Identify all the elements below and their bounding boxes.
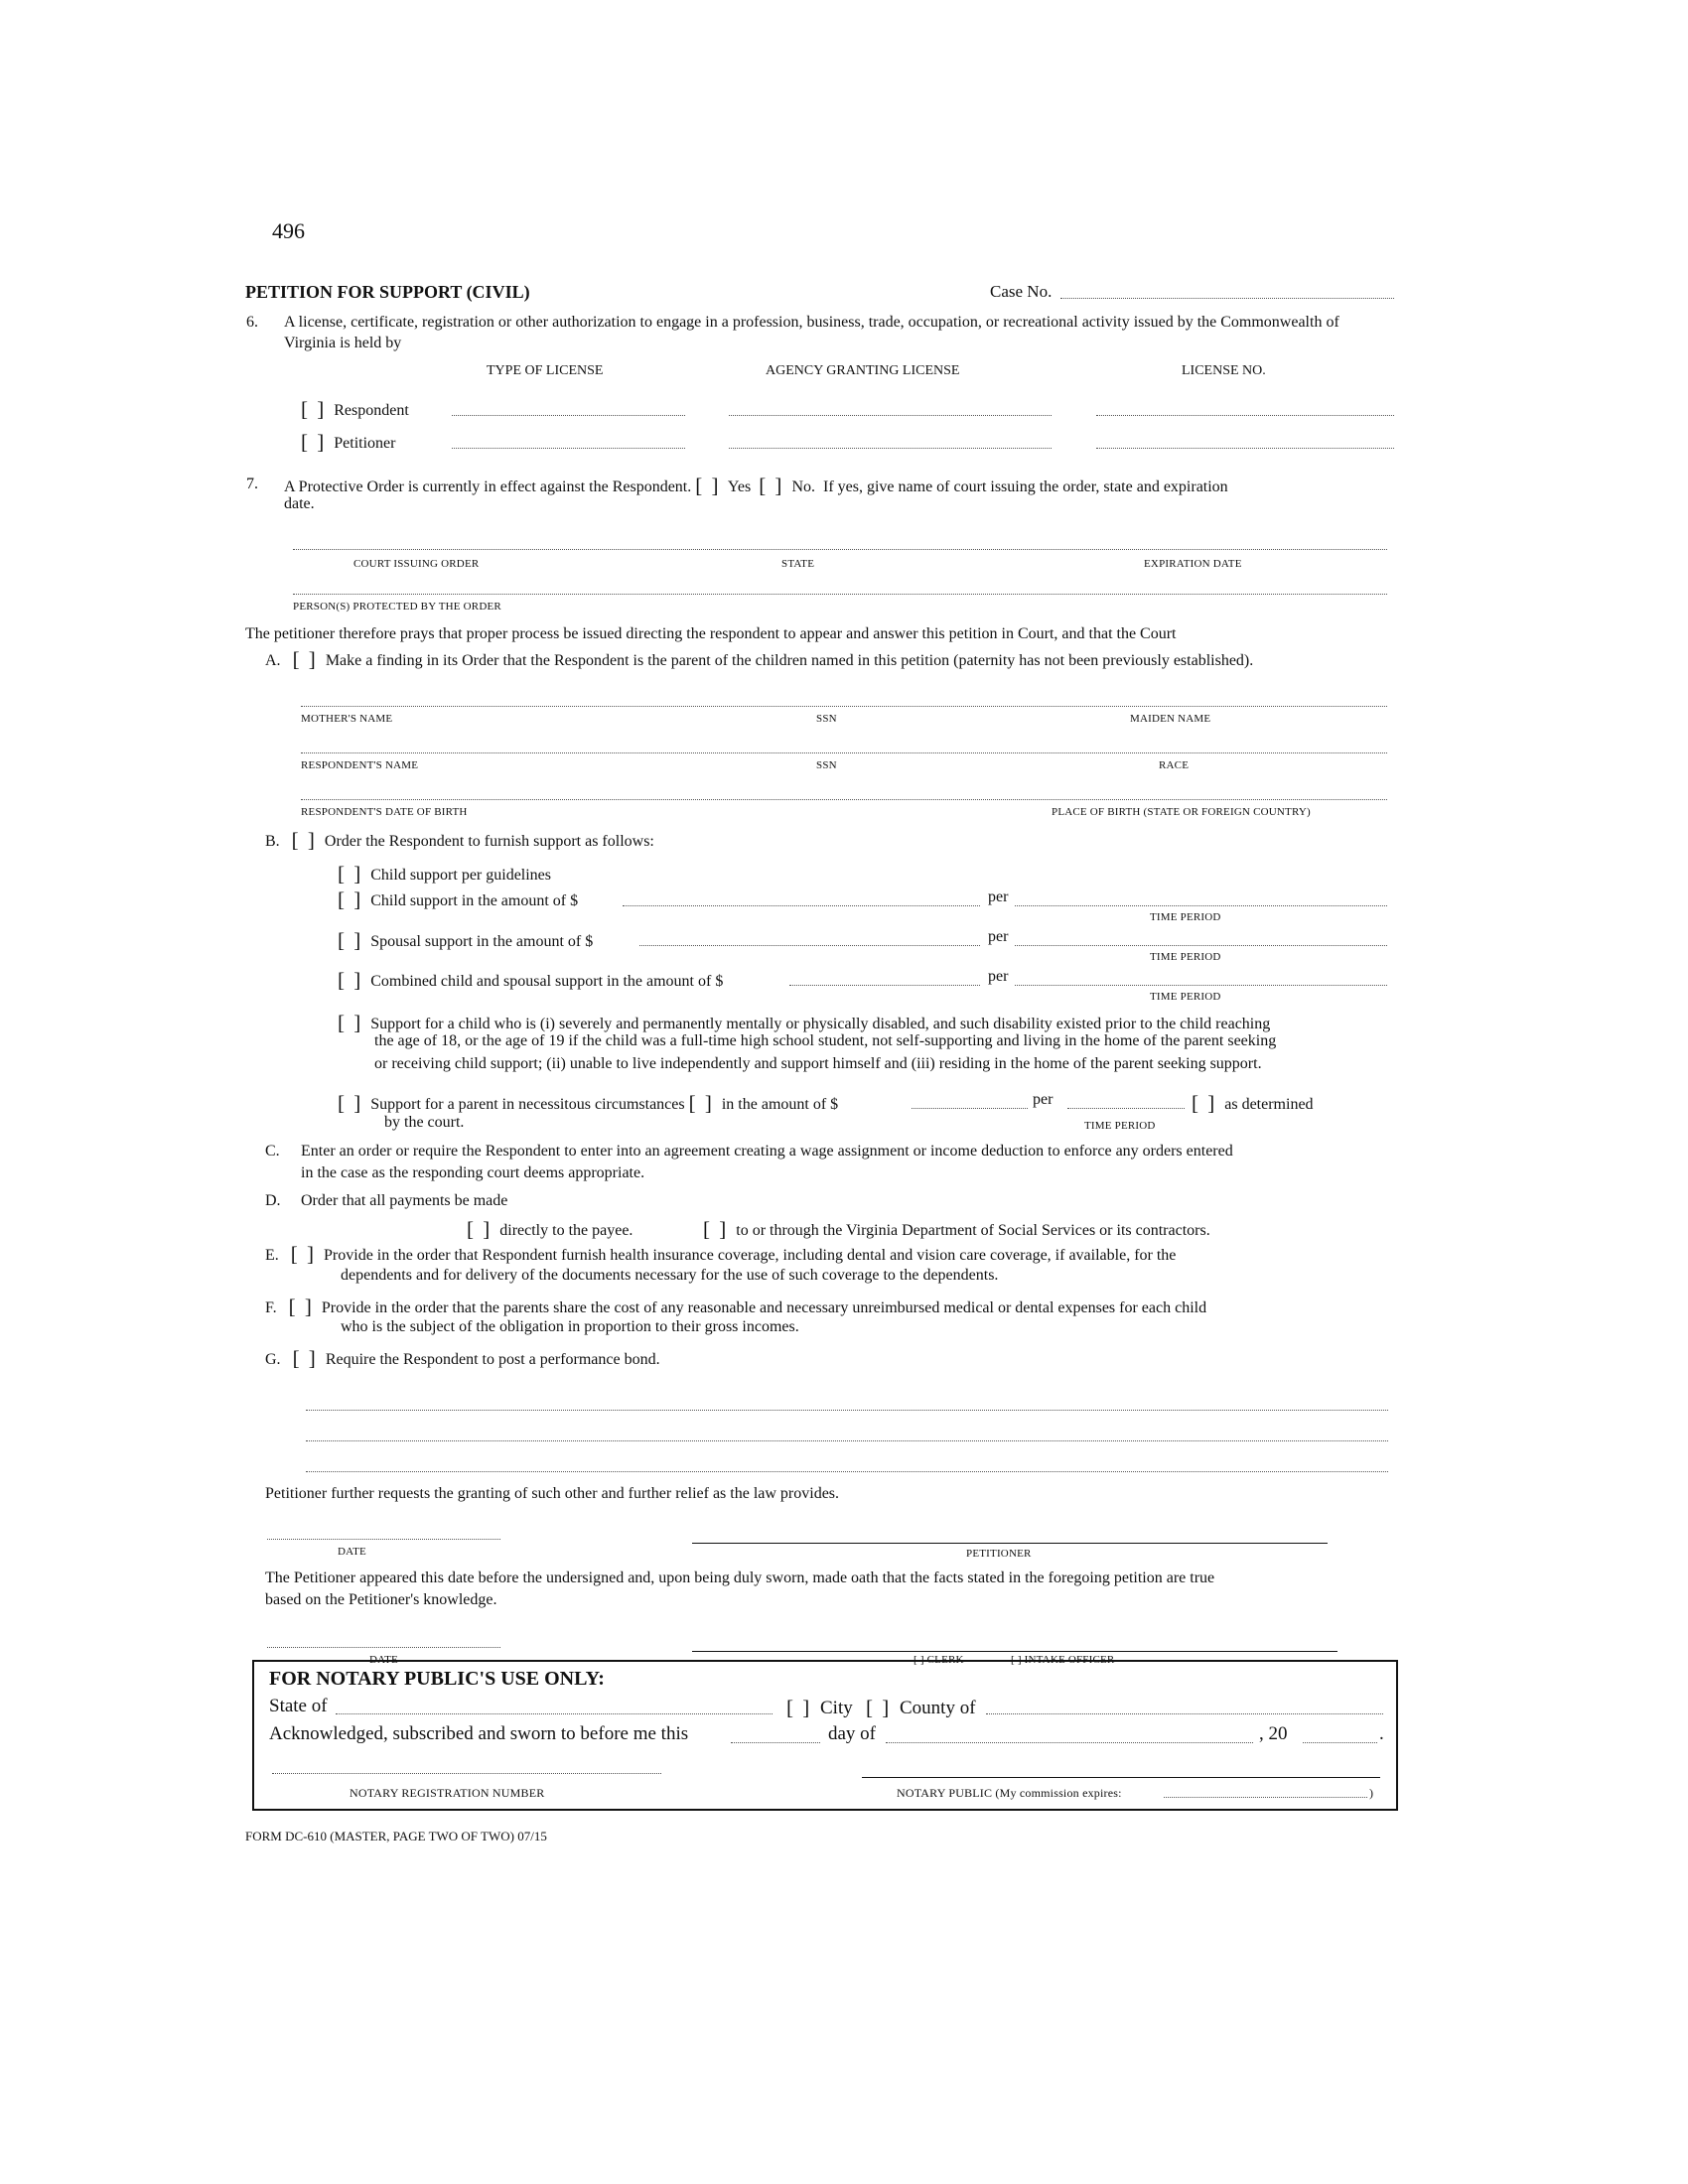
persons-protected-label: PERSON(S) PROTECTED BY THE ORDER bbox=[293, 601, 501, 613]
court-issuing-order-label: COURT ISSUING ORDER bbox=[353, 558, 480, 570]
section-a-letter: A. bbox=[265, 652, 281, 669]
respondent-label: Respondent bbox=[334, 402, 409, 419]
section-a bbox=[265, 647, 1253, 672]
county-of-field[interactable] bbox=[986, 1713, 1383, 1714]
section-a-text: Make a finding in its Order that the Respondent is the parent of the children named in this petition (paternity has not been previously established). bbox=[325, 652, 1254, 669]
section-e-line-2: dependents and for delivery of the documents necessary for the use of such coverage to the dependents. bbox=[341, 1267, 999, 1284]
petitioner-agency-field[interactable] bbox=[729, 448, 1052, 449]
parent-amount-field[interactable] bbox=[912, 1108, 1028, 1109]
birth-row-field[interactable] bbox=[301, 799, 1387, 800]
parent-period-field[interactable] bbox=[1067, 1108, 1185, 1109]
respondent-license-no-field[interactable] bbox=[1096, 415, 1394, 416]
date-label-1: DATE bbox=[338, 1546, 366, 1558]
disabled-child-checkbox[interactable]: [ ] bbox=[338, 1011, 363, 1034]
col-type-of-license: TYPE OF LICENSE bbox=[487, 363, 604, 378]
combined-period-field[interactable] bbox=[1015, 985, 1387, 986]
as-determined-checkbox[interactable]: [ ] bbox=[1192, 1091, 1217, 1115]
section-e-letter: E. bbox=[265, 1247, 279, 1264]
spousal-amount-row bbox=[338, 928, 593, 953]
child-amount-field[interactable] bbox=[623, 905, 980, 906]
spousal-time-period-label: TIME PERIOD bbox=[1150, 951, 1221, 963]
dss-option bbox=[703, 1217, 1210, 1242]
child-amount-text: Child support in the amount of $ bbox=[370, 892, 579, 909]
section-e-line-1: Provide in the order that Respondent furnish health insurance coverage, including dental and vision care coverage, if available, for the bbox=[324, 1247, 1177, 1264]
section-c-letter: C. bbox=[265, 1143, 280, 1160]
state-of-field[interactable] bbox=[336, 1713, 773, 1714]
acknowledged-text: Acknowledged, subscribed and sworn to before me this bbox=[269, 1723, 689, 1744]
item7-wrap: date. bbox=[284, 495, 315, 512]
item6-number: 6. bbox=[246, 314, 258, 331]
day-of-label: day of bbox=[828, 1723, 877, 1744]
child-amount-checkbox[interactable]: [ ] bbox=[338, 887, 363, 911]
payee-text: directly to the payee. bbox=[499, 1222, 633, 1239]
year-period: . bbox=[1379, 1723, 1384, 1744]
oath-line-1: The Petitioner appeared this date before the undersigned and, upon being duly sworn, made oath that the facts stated in the foregoing petition are true bbox=[265, 1570, 1215, 1586]
section-b-checkbox[interactable]: [ ] bbox=[291, 828, 317, 852]
notary-heading: FOR NOTARY PUBLIC'S USE ONLY: bbox=[269, 1668, 605, 1690]
expiration-date-label: EXPIRATION DATE bbox=[1144, 558, 1242, 570]
notary-registration-label: NOTARY REGISTRATION NUMBER bbox=[350, 1786, 545, 1800]
clerk-label[interactable]: [ ] CLERK bbox=[914, 1654, 964, 1666]
mothers-name-label: MOTHER'S NAME bbox=[301, 713, 393, 725]
prayer-text: The petitioner therefore prays that proper process be issued directing the respondent to appear and answer this petition in Court, and that the Court bbox=[245, 625, 1177, 642]
date-label-2: DATE bbox=[369, 1654, 398, 1666]
case-no-field[interactable] bbox=[1060, 298, 1394, 299]
section-d-text: Order that all payments be made bbox=[301, 1192, 508, 1209]
child-per-label: per bbox=[988, 888, 1009, 905]
col-agency: AGENCY GRANTING LICENSE bbox=[766, 363, 960, 378]
spousal-per-label: per bbox=[988, 928, 1009, 945]
parent-per-label: per bbox=[1033, 1091, 1054, 1108]
persons-protected-field[interactable] bbox=[293, 594, 1387, 595]
petitioner-license-row bbox=[301, 430, 395, 455]
disabled-child-line-3: or receiving child support; (ii) unable to live independently and support himself and (iii) residing in the home of the parent seeking support. bbox=[374, 1055, 1262, 1072]
oath-line-2: based on the Petitioner's knowledge. bbox=[265, 1591, 497, 1608]
county-of-label: County of bbox=[900, 1698, 976, 1718]
petitioner-label: PETITIONER bbox=[966, 1548, 1032, 1560]
section-g-text: Require the Respondent to post a performance bond. bbox=[325, 1351, 660, 1368]
section-b bbox=[265, 828, 654, 853]
clerk-signature-line[interactable] bbox=[692, 1651, 1337, 1652]
disabled-child-line-1: Support for a child who is (i) severely and permanently mentally or physically disabled, and such disability existed prior to the child reaching bbox=[370, 1016, 1271, 1032]
section-g bbox=[265, 1346, 660, 1371]
respondent-ssn-label: SSN bbox=[816, 759, 837, 771]
additional-line-3[interactable] bbox=[306, 1471, 1388, 1472]
spousal-amount-text: Spousal support in the amount of $ bbox=[370, 933, 594, 950]
section-f-checkbox[interactable]: [ ] bbox=[288, 1295, 314, 1318]
as-determined-text: as determined bbox=[1224, 1096, 1314, 1113]
section-e bbox=[265, 1242, 1176, 1267]
year-prefix: , 20 bbox=[1259, 1723, 1288, 1744]
maiden-name-label: MAIDEN NAME bbox=[1130, 713, 1211, 725]
item7-text: A Protective Order is currently in effect against the Respondent. bbox=[284, 478, 692, 495]
respondents-name-label: RESPONDENT'S NAME bbox=[301, 759, 419, 771]
county-checkbox[interactable]: [ ] bbox=[866, 1696, 892, 1719]
petitioner-signature-line[interactable] bbox=[692, 1543, 1328, 1544]
dss-text: to or through the Virginia Department of Social Services or its contractors. bbox=[736, 1222, 1210, 1239]
combined-amount-field[interactable] bbox=[789, 985, 980, 986]
page-number: 496 bbox=[272, 218, 305, 243]
notary-signature-line[interactable] bbox=[862, 1777, 1380, 1778]
child-amount-row bbox=[338, 887, 578, 912]
combined-amount-row bbox=[338, 968, 723, 993]
section-g-letter: G. bbox=[265, 1351, 281, 1368]
parent-support-checkbox[interactable]: [ ] bbox=[338, 1091, 363, 1115]
section-g-checkbox[interactable]: [ ] bbox=[292, 1346, 318, 1370]
section-d-letter: D. bbox=[265, 1192, 281, 1209]
section-b-text: Order the Respondent to furnish support as follows: bbox=[324, 833, 654, 850]
petitioner-type-field[interactable] bbox=[452, 448, 685, 449]
respondent-type-field[interactable] bbox=[452, 415, 685, 416]
no-label: No. bbox=[791, 478, 815, 495]
date-field-1[interactable] bbox=[267, 1539, 500, 1540]
state-label: STATE bbox=[781, 558, 815, 570]
parent-amount-text: in the amount of $ bbox=[721, 1096, 839, 1113]
combined-time-period-label: TIME PERIOD bbox=[1150, 991, 1221, 1003]
guidelines-row bbox=[338, 862, 551, 887]
section-b-letter: B. bbox=[265, 833, 280, 850]
section-f-line-2: who is the subject of the obligation in proportion to their gross incomes. bbox=[341, 1318, 799, 1335]
item7-number: 7. bbox=[246, 476, 258, 492]
parent-support-row bbox=[338, 1091, 838, 1116]
additional-line-1[interactable] bbox=[306, 1410, 1388, 1411]
day-field[interactable] bbox=[731, 1742, 820, 1743]
item7-text-after: If yes, give name of court issuing the order, state and expiration bbox=[823, 478, 1228, 495]
spousal-period-field[interactable] bbox=[1015, 945, 1387, 946]
child-time-period-label: TIME PERIOD bbox=[1150, 911, 1221, 923]
month-field[interactable] bbox=[886, 1742, 1253, 1743]
year-field[interactable] bbox=[1303, 1742, 1377, 1743]
section-f bbox=[265, 1295, 1206, 1319]
section-a-checkbox[interactable]: [ ] bbox=[292, 647, 318, 671]
petitioner-license-no-field[interactable] bbox=[1096, 448, 1394, 449]
respondent-agency-field[interactable] bbox=[729, 415, 1052, 416]
notary-registration-field[interactable] bbox=[272, 1773, 661, 1774]
section-c-line-2: in the case as the responding court deems appropriate. bbox=[301, 1164, 645, 1181]
place-of-birth-label: PLACE OF BIRTH (STATE OR FOREIGN COUNTRY) bbox=[1052, 806, 1311, 818]
notary-public-label: NOTARY PUBLIC (My commission expires: bbox=[897, 1786, 1122, 1800]
combined-amount-checkbox[interactable]: [ ] bbox=[338, 968, 363, 992]
payee-option bbox=[467, 1217, 633, 1242]
protective-order-field[interactable] bbox=[293, 549, 1387, 550]
parent-support-text: Support for a parent in necessitous circumstances bbox=[370, 1096, 685, 1113]
guidelines-checkbox[interactable]: [ ] bbox=[338, 862, 363, 886]
additional-line-2[interactable] bbox=[306, 1440, 1388, 1441]
mother-ssn-label: SSN bbox=[816, 713, 837, 725]
further-relief-text: Petitioner further requests the granting of such other and further relief as the law provides. bbox=[265, 1485, 840, 1502]
combined-amount-text: Combined child and spousal support in the amount of $ bbox=[370, 973, 724, 990]
parent-amount-checkbox[interactable]: [ ] bbox=[688, 1091, 714, 1115]
race-label: RACE bbox=[1159, 759, 1190, 771]
city-option bbox=[786, 1696, 853, 1720]
payee-checkbox[interactable]: [ ] bbox=[467, 1217, 492, 1241]
section-e-checkbox[interactable]: [ ] bbox=[290, 1242, 317, 1266]
spousal-amount-checkbox[interactable]: [ ] bbox=[338, 928, 363, 952]
section-f-letter: F. bbox=[265, 1299, 277, 1316]
city-label: City bbox=[820, 1698, 853, 1718]
as-determined-row bbox=[1192, 1091, 1314, 1116]
combined-per-label: per bbox=[988, 968, 1009, 985]
respondent-row-field[interactable] bbox=[301, 752, 1387, 753]
respondent-license-row bbox=[301, 397, 409, 422]
spousal-amount-field[interactable] bbox=[639, 945, 980, 946]
section-f-line-1: Provide in the order that the parents share the cost of any reasonable and necessary unreimbursed medical or dental expenses for each child bbox=[321, 1299, 1207, 1316]
yes-label: Yes bbox=[727, 478, 752, 495]
col-license-no: LICENSE NO. bbox=[1182, 363, 1266, 378]
respondent-dob-label: RESPONDENT'S DATE OF BIRTH bbox=[301, 806, 468, 818]
dss-checkbox[interactable]: [ ] bbox=[703, 1217, 729, 1241]
date-field-2[interactable] bbox=[267, 1647, 500, 1648]
mother-row-field[interactable] bbox=[301, 706, 1387, 707]
case-no-label: Case No. bbox=[990, 282, 1053, 301]
respondent-checkbox[interactable]: [ ] bbox=[301, 397, 327, 421]
county-option bbox=[866, 1696, 976, 1720]
state-of-label: State of bbox=[269, 1696, 328, 1716]
section-c-line-1: Enter an order or require the Respondent to enter into an agreement creating a wage assignment or income deduction to enforce any orders entered bbox=[301, 1143, 1233, 1160]
protective-yes-checkbox[interactable]: [ ] bbox=[695, 474, 721, 497]
city-checkbox[interactable]: [ ] bbox=[786, 1696, 812, 1719]
protective-no-checkbox[interactable]: [ ] bbox=[759, 474, 784, 497]
petitioner-checkbox[interactable]: [ ] bbox=[301, 430, 327, 454]
page-title: PETITION FOR SUPPORT (CIVIL) bbox=[245, 282, 530, 302]
intake-officer-label[interactable]: [ ] INTAKE OFFICER bbox=[1011, 1654, 1115, 1666]
commission-close-paren: ) bbox=[1369, 1786, 1374, 1800]
item6-text: A license, certificate, registration or other authorization to engage in a profession, business, trade, occupation, or recreational activity issued by the Commonwealth of Virginia is held by bbox=[284, 314, 1339, 351]
by-the-court-text: by the court. bbox=[384, 1114, 465, 1131]
item7-line bbox=[284, 474, 1228, 498]
commission-expires-field[interactable] bbox=[1164, 1797, 1367, 1798]
form-footer: FORM DC-610 (MASTER, PAGE TWO OF TWO) 07/15 bbox=[245, 1829, 547, 1843]
guidelines-text: Child support per guidelines bbox=[370, 867, 552, 884]
child-period-field[interactable] bbox=[1015, 905, 1387, 906]
parent-time-period-label: TIME PERIOD bbox=[1084, 1120, 1156, 1132]
disabled-child-line-2: the age of 18, or the age of 19 if the child was a full-time high school student, not self-supporting and living in the home of the parent seeking bbox=[374, 1032, 1277, 1049]
petitioner-label: Petitioner bbox=[334, 435, 396, 452]
